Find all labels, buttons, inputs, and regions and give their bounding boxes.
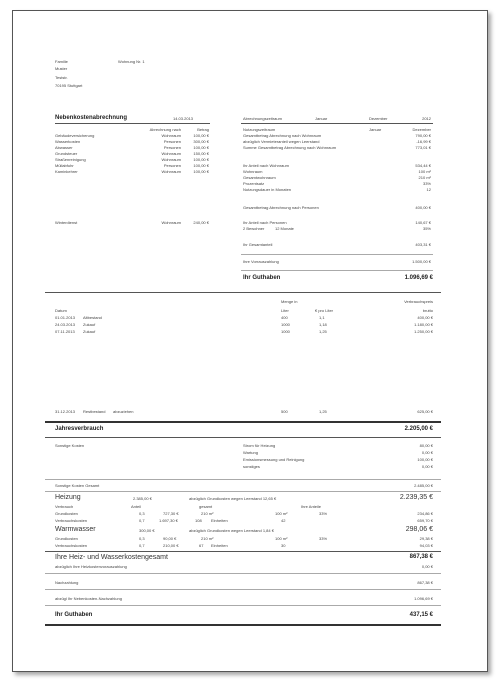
period-year: 2012 <box>422 116 431 121</box>
col-consumption-price: Verbrauchspreis <box>404 299 433 304</box>
final-credit-value: 437,15 € <box>409 612 433 618</box>
heat-water-total-value: 867,38 € <box>409 554 433 560</box>
cost-amount: 100,00 € <box>193 145 209 150</box>
section-divider <box>45 551 441 552</box>
other-cost-name: sonstiges <box>243 464 260 469</box>
heating-amount: 2.385,00 € <box>133 496 152 501</box>
water-row-units: 67 <box>199 543 204 548</box>
heating-col-your-shares: Ihre Anteile <box>301 504 322 509</box>
consumption-liters: 1000 <box>281 322 290 327</box>
cost-name: Winterdienst <box>55 220 78 225</box>
heating-col-share: Anteil <box>131 504 142 509</box>
consumption-amount: 400,00 € <box>417 315 433 320</box>
total-share-label: Ihr Gesamtanteil <box>243 242 273 247</box>
cost-amount: 100,00 € <box>193 133 209 138</box>
usage-value: 534,44 € <box>415 163 431 168</box>
section-divider <box>45 437 441 438</box>
cost-amount: 300,00 € <box>193 139 209 144</box>
rest-type: Restbestand <box>83 409 106 414</box>
other-costs-label: Sonstige Kosten <box>55 443 85 448</box>
residents-label: 2 Bewohner <box>243 226 265 231</box>
consumption-price: 1,18 <box>319 322 327 327</box>
divider <box>45 573 441 574</box>
additional-payment-value: 867,38 € <box>417 580 433 585</box>
usage-label: Ihr Anteil nach Personen <box>243 220 287 225</box>
heating-row-unit-label: Einheiten <box>211 518 228 523</box>
cost-name: Wasserkosten <box>55 139 81 144</box>
other-cost-name: Emissionsmessung und Reinigung <box>243 457 305 462</box>
col-date: Datum <box>55 308 67 313</box>
consumption-type: Zukauf <box>83 329 96 334</box>
heat-water-total-label: Ihre Heiz- und Wasserkostengesamt <box>55 554 168 561</box>
water-row-yours: 30 <box>281 543 286 548</box>
section-divider <box>45 624 441 626</box>
heating-row-yours: 42 <box>281 518 286 523</box>
cost-basis: Wohnraum <box>161 133 181 138</box>
consumption-amount: 1.180,00 € <box>414 322 433 327</box>
heating-row-value: 659,70 € <box>417 518 433 523</box>
total-share-value: 403,31 € <box>415 242 431 247</box>
water-row-label: Grundkosten <box>55 536 78 541</box>
address-line-2: Muster <box>55 66 68 71</box>
water-total: 298,06 € <box>405 526 433 533</box>
usage-value: 140,67 € <box>415 220 431 225</box>
cost-amount: 100,00 € <box>193 163 209 168</box>
cost-amount: 240,00 € <box>193 220 209 225</box>
other-cost-name: Strom für Heizung <box>243 443 276 448</box>
water-row-unit-label: Einheiten <box>211 543 228 548</box>
additional-payment-label: Nachzahlung <box>55 580 79 585</box>
other-cost-value: 0,00 € <box>421 464 433 469</box>
cost-amount: 100,00 € <box>193 169 209 174</box>
water-row-amount: 210,00 € <box>163 543 179 548</box>
usage-label: abzüglich Vermieteranteil wegen Leerstand <box>243 139 320 144</box>
water-row-amount: 90,00 € <box>163 536 177 541</box>
persons-total-value: 400,00 € <box>415 205 431 210</box>
cost-basis: Personen <box>163 139 181 144</box>
consumption-amount: 1.250,00 € <box>414 329 433 334</box>
heating-prepay-value: 0,00 € <box>421 564 433 569</box>
final-credit-label: Ihr Guthaben <box>55 612 93 618</box>
document-title: Nebenkostenabrechnung <box>55 115 128 121</box>
usage-value: 210 m² <box>418 175 431 180</box>
water-row-value: 29,38 € <box>419 536 433 541</box>
divider <box>45 589 441 590</box>
consumption-type: Zukauf <box>83 322 96 327</box>
prepayment-label: Ihre Vorrauszahlung <box>243 259 279 264</box>
water-vacancy-note: abzüglich Grundkosten wegen Leerstand 1,84 € <box>189 528 274 533</box>
consumption-type: Altbestand <box>83 315 102 320</box>
water-row-yours: 100 m² <box>275 536 288 541</box>
rest-date: 31.12.2013 <box>55 409 76 414</box>
cost-basis: Wohnraum <box>161 157 181 162</box>
heating-row-amount: 1.697,30 € <box>159 518 178 523</box>
address-line-3: Teststr. <box>55 75 68 80</box>
usage-label: Gesamtwohnraum <box>243 175 276 180</box>
other-cost-value: 0,00 € <box>421 450 433 455</box>
heating-vacancy-note: abzüglich Grundkosten wegen Leerstand 12,65 € <box>189 496 277 501</box>
usage-value: 35% <box>422 226 431 231</box>
rest-note: abzuziehen <box>113 409 134 414</box>
rest-price: 1,25 <box>319 409 327 414</box>
col-header-basis: Abrechnung nach <box>149 127 181 132</box>
cost-name: Grundsteuer <box>55 151 78 156</box>
water-row-total: 210 m² <box>201 536 214 541</box>
consumption-date: 01.01.2013 <box>55 315 76 320</box>
divider <box>241 270 433 271</box>
water-title: Warmwasser <box>55 526 96 533</box>
water-row-percent: 33% <box>319 536 328 541</box>
service-charge-value: 1.096,69 € <box>414 596 433 601</box>
other-cost-value: 80,00 € <box>419 443 433 448</box>
divider <box>55 123 210 124</box>
usage-value: 790,00 € <box>415 133 431 138</box>
document-page <box>12 10 488 672</box>
heating-row-share: 0,3 <box>139 511 145 516</box>
other-total-value: 2.485,00 € <box>414 483 433 488</box>
credit-value: 1.096,69 € <box>404 275 433 281</box>
period-from: Januar <box>315 116 328 121</box>
heating-row-percent: 33% <box>319 511 328 516</box>
heating-total: 2.239,35 € <box>399 494 433 501</box>
usage-value: 773,01 € <box>415 145 431 150</box>
consumption-liters: 1000 <box>281 329 290 334</box>
cost-name: Kaminkehrer <box>55 169 78 174</box>
heating-row-label: Verbrauchskosten <box>55 518 88 523</box>
service-charge-label: abzügl Ihr Nebenkosten-Nachzahlung <box>55 596 122 601</box>
cost-basis: Wohnraum <box>161 220 181 225</box>
cost-amount: 150,00 € <box>193 151 209 156</box>
annual-title: Jahresverbrauch <box>55 426 104 432</box>
heating-row-label: Grundkosten <box>55 511 78 516</box>
heating-row-units: 108 <box>195 518 202 523</box>
cost-name: Abwasser <box>55 145 73 150</box>
period-label: Abrechnungszeitraum <box>243 116 282 121</box>
consumption-price: 1,25 <box>319 329 327 334</box>
heating-col-consumption: Verbrauch <box>55 504 74 509</box>
section-divider <box>45 292 441 293</box>
cost-basis: Personen <box>163 163 181 168</box>
divider <box>45 479 441 480</box>
col-eur-per-liter: € pro Liter <box>315 308 334 313</box>
usage-label: Prozentsatz <box>243 181 265 186</box>
col-header-amount: Betrag <box>197 127 209 132</box>
divider <box>241 254 433 255</box>
usage-period-to: Dezember <box>412 127 431 132</box>
usage-value: -16,99 € <box>416 139 431 144</box>
prepayment-value: 1.500,00 € <box>412 259 431 264</box>
other-cost-name: Wartung <box>243 450 258 455</box>
address-line-4: 70195 Stuttgart <box>55 83 83 88</box>
cost-name: Straßenreinigung <box>55 157 86 162</box>
consumption-price: 1,1 <box>319 315 325 320</box>
usage-label: Wohnraum <box>243 169 263 174</box>
rest-liters: 500 <box>281 409 288 414</box>
section-divider <box>45 421 441 423</box>
cost-name: Gebäudeversicherung <box>55 133 95 138</box>
document-date: 14.03.2013 <box>173 116 194 121</box>
credit-label: Ihr Guthaben <box>243 275 281 281</box>
heating-row-share: 0,7 <box>139 518 145 523</box>
usage-value: 100 m² <box>418 169 431 174</box>
cost-name: Müllabfuhr <box>55 163 74 168</box>
water-amount: 300,00 € <box>139 528 155 533</box>
heating-row-yours: 100 m² <box>275 511 288 516</box>
residents-months: 12 Monate <box>275 226 294 231</box>
rest-amount: 625,00 € <box>417 409 433 414</box>
apartment-number: Wohnung Nr. 1 <box>118 59 145 64</box>
usage-label: Summe Gesamtbetrag Abrechnung nach Wohnraum <box>243 145 337 150</box>
divider <box>241 123 433 124</box>
water-row-share: 0,3 <box>139 536 145 541</box>
heating-title: Heizung <box>55 494 81 501</box>
water-row-label: Verbrauchskosten <box>55 543 88 548</box>
divider <box>45 491 441 492</box>
period-to: Dezember <box>369 116 388 121</box>
heating-prepay-label: abzüglich Ihre Heizkostenvorauszahlung <box>55 564 127 569</box>
water-row-value: 94,03 € <box>419 543 433 548</box>
col-gross: brutto <box>422 308 433 313</box>
cost-basis: Wohnraum <box>161 151 181 156</box>
usage-label: Ihr Anteil nach Wohnraum <box>243 163 289 168</box>
other-total-label: Sonstige Kosten Gesamt <box>55 483 100 488</box>
consumption-date: 07.11.2013 <box>55 329 75 334</box>
annual-value: 2.205,00 € <box>404 426 433 432</box>
heating-row-amount: 727,30 € <box>163 511 179 516</box>
col-liters: Liter <box>281 308 289 313</box>
usage-period-label: Nutzungszeitraum <box>243 127 276 132</box>
other-cost-value: 100,00 € <box>417 457 433 462</box>
water-row-share: 0,7 <box>139 543 145 548</box>
consumption-liters: 400 <box>281 315 288 320</box>
usage-value: 12 <box>426 187 431 192</box>
heating-col-total: gesamt <box>199 504 213 509</box>
usage-label: Gesamtbetrag Abrechnung nach Wohnraum <box>243 133 322 138</box>
cost-basis: Personen <box>163 145 181 150</box>
col-quantity: Menge in <box>281 299 298 304</box>
cost-basis: Wohnraum <box>161 169 181 174</box>
consumption-date: 24.03.2013 <box>55 322 76 327</box>
heating-row-total: 210 m² <box>201 511 214 516</box>
usage-value: 33% <box>422 181 431 186</box>
address-line-1: Familie <box>55 59 68 64</box>
usage-label: Nutzungsdauer in Monaten <box>243 187 292 192</box>
persons-total-label: Gesamtbetrag Abrechnung nach Personen <box>243 205 319 210</box>
divider <box>45 605 441 606</box>
heating-row-value: 234,86 € <box>417 511 433 516</box>
usage-period-from: Januar <box>369 127 382 132</box>
cost-amount: 100,00 € <box>193 157 209 162</box>
